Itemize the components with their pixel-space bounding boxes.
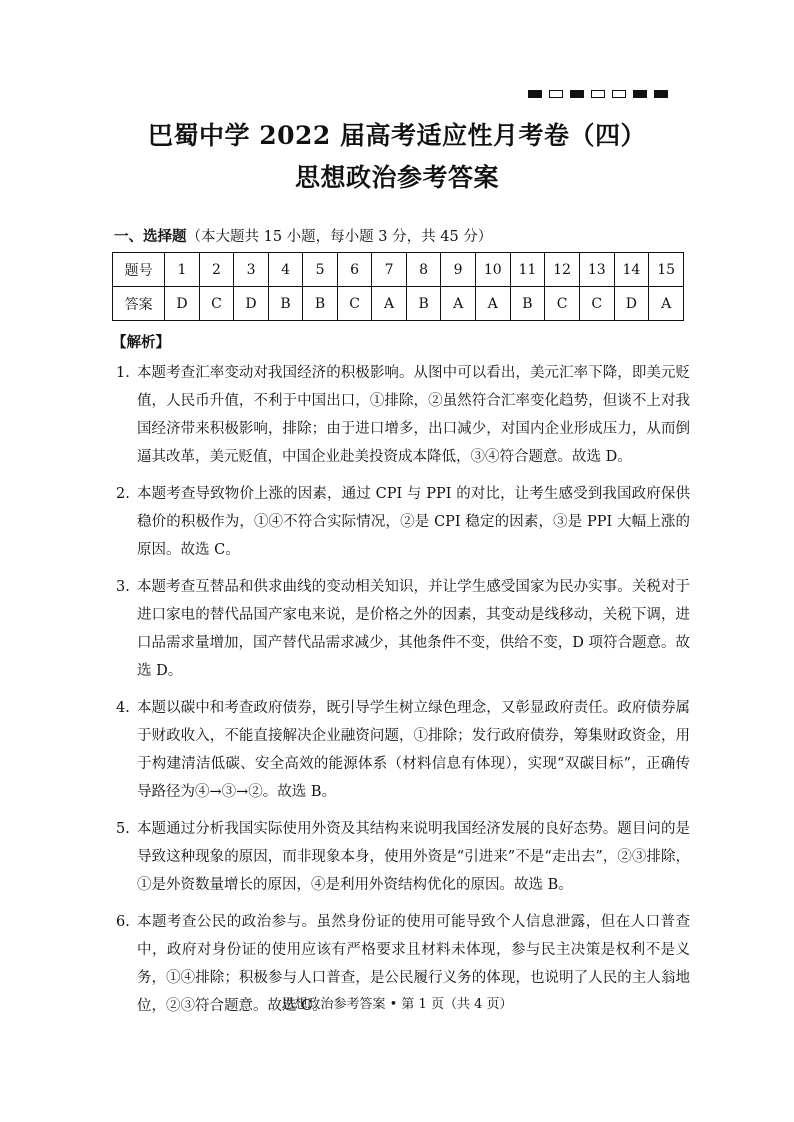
analysis-list <box>116 359 690 1029</box>
answer-table-number-row <box>113 253 684 287</box>
answer-cell: D <box>165 287 200 321</box>
analysis-item-text: 本题考查汇率变动对我国经济的积极影响。从图中可以看出，美元汇率下降，即美元贬值，人民币升值，不利于中国出口，①排除，②虽然符合汇率变化趋势，但谈不上对我国经济带来积极影响，排除；由于进口增多，出口减少，对国内企业形成压力，从而倒逼其改革，美元贬值，中国企业赴美投资成本降低，③④符合题意。故选 D。 <box>137 365 690 465</box>
analysis-item-number: 5. <box>116 821 130 837</box>
section-heading <box>114 225 492 246</box>
analysis-item-number: 4. <box>116 700 130 716</box>
mark-empty <box>591 90 605 98</box>
answer-cell: A <box>475 287 510 321</box>
question-number-cell: 4 <box>268 253 303 287</box>
analysis-item-text: 本题考查互替品和供求曲线的变动相关知识，并让学生感受国家为民办实事。关税对于进口家电的替代品国产家电来说，是价格之外的因素，其变动是线移动，关税下调，进口品需求量增加，国产替代品需求减少，其他条件不变，供给不变，D 项符合题意。故选 D。 <box>137 579 690 679</box>
row-label-number: 题号 <box>113 253 165 287</box>
answer-cell: C <box>337 287 372 321</box>
question-number-cell: 2 <box>199 253 234 287</box>
document-title: 巴蜀中学 2022 届高考适应性月考卷（四） <box>148 121 646 150</box>
answer-cell: A <box>441 287 476 321</box>
answer-cell: C <box>545 287 580 321</box>
answer-cell: B <box>303 287 338 321</box>
question-number-cell: 15 <box>649 253 684 287</box>
question-number-cell: 3 <box>234 253 269 287</box>
analysis-item-number: 1. <box>116 365 130 381</box>
answer-cell: B <box>406 287 441 321</box>
row-label-answer: 答案 <box>113 287 165 321</box>
question-number-cell: 13 <box>579 253 614 287</box>
header-marks <box>528 90 668 98</box>
mark-empty <box>612 90 626 98</box>
answer-table <box>112 252 684 321</box>
analysis-item-text: 本题以碳中和考查政府债券，既引导学生树立绿色理念，又彰显政府责任。政府债券属于财政收入，不能直接解决企业融资问题，①排除；发行政府债券，筹集财政资金，用于构建清洁低碳、安全高效的能源体系（材料信息有体现），实现“双碳目标”，正确传导路径为④→③→②。故选 B。 <box>137 700 690 800</box>
question-number-cell: 7 <box>372 253 407 287</box>
answer-cell: A <box>649 287 684 321</box>
analysis-item <box>116 694 690 806</box>
mark-filled <box>570 90 584 98</box>
analysis-heading: 【解析】 <box>112 334 170 351</box>
analysis-item-text: 本题通过分析我国实际使用外资及其结构来说明我国经济发展的良好态势。题目问的是导致这种现象的原因，而非现象本身，使用外资是“引进来”不是“走出去”，②③排除，①是外资数量增长的原因，④是利用外资结构优化的原因。故选 B。 <box>137 821 690 893</box>
answer-table-answer-row <box>113 287 684 321</box>
document-subtitle: 思想政治参考答案 <box>294 163 499 192</box>
question-number-cell: 9 <box>441 253 476 287</box>
mark-filled <box>528 90 542 98</box>
answer-cell: C <box>199 287 234 321</box>
answer-cell: B <box>510 287 545 321</box>
question-number-cell: 12 <box>545 253 580 287</box>
answer-cell: A <box>372 287 407 321</box>
analysis-item <box>116 815 690 899</box>
page-footer: 思想政治参考答案 • 第 1 页（共 4 页） <box>281 997 513 1012</box>
answer-cell: D <box>614 287 649 321</box>
mark-filled <box>633 90 647 98</box>
question-number-cell: 6 <box>337 253 372 287</box>
question-number-cell: 8 <box>406 253 441 287</box>
answer-cell: C <box>579 287 614 321</box>
mark-empty <box>549 90 563 98</box>
question-number-cell: 5 <box>303 253 338 287</box>
mark-filled <box>654 90 668 98</box>
section-label: 一、选择题 <box>114 228 187 245</box>
answer-cell: D <box>234 287 269 321</box>
analysis-item-number: 3. <box>116 579 130 595</box>
analysis-item-number: 6. <box>116 914 130 930</box>
question-number-cell: 11 <box>510 253 545 287</box>
analysis-item-text: 本题考查公民的政治参与。虽然身份证的使用可能导致个人信息泄露，但在人口普查中，政府对身份证的使用应该有严格要求且材料未体现，参与民主决策是权利不是义务，①④排除；积极参与人口普查，是公民履行义务的体现，也说明了人民的主人翁地位，②③符合题意。故选 C。 <box>137 914 690 1014</box>
question-number-cell: 1 <box>165 253 200 287</box>
question-number-cell: 14 <box>614 253 649 287</box>
question-number-cell: 10 <box>475 253 510 287</box>
analysis-item-number: 2. <box>116 486 130 502</box>
section-note: （本大题共 15 小题，每小题 3 分，共 45 分） <box>186 229 493 245</box>
analysis-item <box>116 359 690 471</box>
analysis-item-text: 本题考查导致物价上涨的因素，通过 CPI 与 PPI 的对比，让考生感受到我国政府保供稳价的积极作为，①④不符合实际情况，②是 CPI 稳定的因素，③是 PPI 大幅上涨的原因。故选 C。 <box>137 486 690 558</box>
analysis-item <box>116 480 690 564</box>
answer-cell: B <box>268 287 303 321</box>
analysis-item <box>116 573 690 685</box>
